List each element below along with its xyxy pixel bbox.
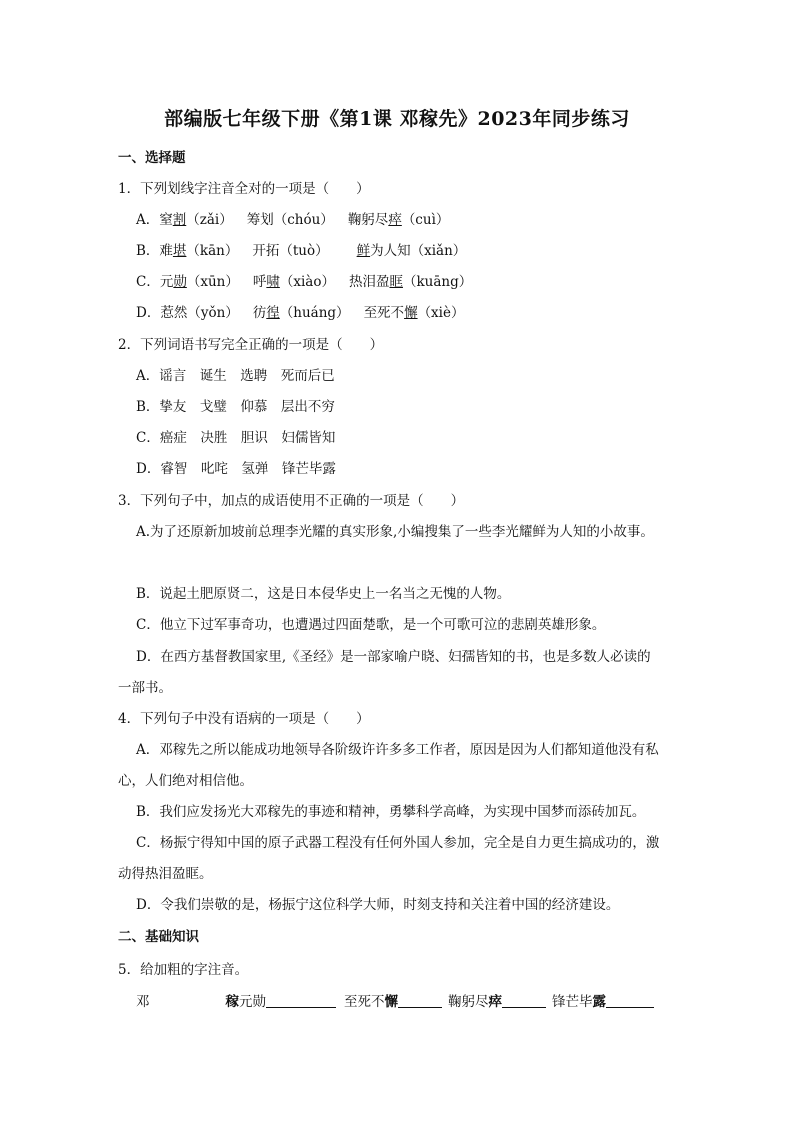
- question-5-answer-row: 邓 稼元勋 至死不懈 鞠躬尽瘁 锋芒毕露: [136, 990, 654, 1010]
- question-4-stem: 4．下列句子中没有语病的一项是（ ）: [118, 711, 370, 727]
- question-2-stem: 2．下列词语书写完全正确的一项是（ ）: [118, 337, 384, 353]
- question-1-stem: 1．下列划线字注音全对的一项是（ ）: [118, 181, 370, 197]
- question-4-option-d: D．令我们崇敬的是，杨振宁这位科学大师，时刻支持和关注着中国的经济建设。: [136, 897, 620, 913]
- blank-3[interactable]: [502, 993, 546, 1008]
- section-heading-choice: 一、选择题: [118, 150, 186, 166]
- question-1-option-c: C．元勋（xūn） 呼啸（xiào） 热泪盈眶（kuāng）: [136, 274, 473, 290]
- blank-1[interactable]: [266, 993, 336, 1008]
- word-yuanxun: 元勋: [239, 994, 266, 1010]
- question-2-option-a: A．谣言 诞生 选聘 死而后已: [136, 368, 335, 384]
- question-3-option-d-continued: 一部书。: [118, 680, 172, 696]
- question-3-option-d: D．在西方基督教国家里,《圣经》是一部家喻户晓、妇孺皆知的书，也是多数人必读的: [136, 649, 651, 665]
- question-1-option-b: B．难堪（kān） 开拓（tuò） 鲜为人知（xiǎn）: [136, 243, 467, 259]
- question-3-option-b: B．说起土肥原贤二，这是日本侵华史上一名当之无愧的人物。: [136, 586, 511, 602]
- question-2-option-c: C．癌症 决胜 胆识 妇儒皆知: [136, 430, 336, 446]
- question-4-option-a-continued: 心，人们绝对相信他。: [118, 773, 253, 789]
- section-heading-basics: 二、基础知识: [118, 929, 199, 945]
- question-1-option-d: D．惹然（yǒn） 彷徨（huáng） 至死不懈（xiè）: [136, 305, 465, 321]
- blank-2[interactable]: [398, 993, 442, 1008]
- question-4-option-c-continued: 动得热泪盈眶。: [118, 866, 213, 882]
- question-4-option-a: A．邓稼先之所以能成功地领导各阶级许许多多工作者，原因是因为人们都知道他没有私: [136, 742, 659, 758]
- question-4-option-b: B．我们应发扬光大邓稼先的事迹和精神，勇攀科学高峰，为实现中国梦而添砖加瓦。: [136, 804, 646, 820]
- word-deng: 邓: [136, 994, 150, 1010]
- question-5-stem: 5．给加粗的字注音。: [118, 962, 249, 978]
- question-3-stem: 3．下列句子中，加点的成语使用不正确的一项是（ ）: [118, 493, 465, 509]
- question-3-option-a: A.为了还原新加坡前总理李光耀的真实形象,小编搜集了一些李光耀鲜为人知的小故事。: [136, 524, 654, 540]
- word-jia-bold: 稼: [225, 994, 239, 1010]
- blank-4[interactable]: [606, 993, 654, 1008]
- page-title: 部编版七年级下册《第1课 邓稼先》2023年同步练习: [164, 108, 630, 130]
- question-1-option-a: A．窒割（zǎi） 筹划（chóu） 鞠躬尽瘁（cuì）: [136, 212, 450, 228]
- question-4-option-c: C．杨振宁得知中国的原子武器工程没有任何外国人参加，完全是自力更生搞成功的，激: [136, 835, 660, 851]
- question-2-option-d: D．睿智 叱咤 氢弹 锋芒毕露: [136, 461, 336, 477]
- question-2-option-b: B．挚友 戈璧 仰慕 层出不穷: [136, 399, 335, 415]
- question-3-option-c: C．他立下过军事奇功，也遭遇过四面楚歌，是一个可歌可泣的悲剧英雄形象。: [136, 617, 606, 633]
